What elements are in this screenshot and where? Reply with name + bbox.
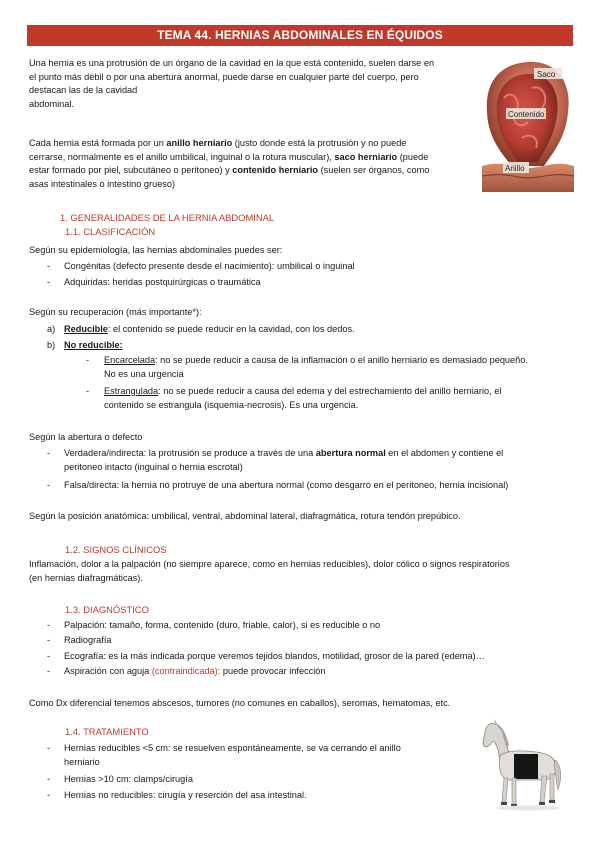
- section-heading: 1. GENERALIDADES DE LA HERNIA ABDOMINAL: [60, 212, 275, 223]
- label-saco: Saco: [537, 70, 556, 79]
- page-title: TEMA 44. HERNIAS ABDOMINALES EN ÉQUIDOS: [27, 25, 573, 46]
- recovery-intro: Según su recuperación (más importante*):: [29, 307, 202, 317]
- epidemiology-intro: Según su epidemiología, las hernias abdominales puedes ser:: [29, 245, 283, 255]
- list-item: - Verdadera/indirecta: la protrusión se produce a través de una abertura normal en el abdomen y contiene el peritoneo intacto (inguinal o hernia escrotal): [47, 448, 504, 472]
- horse-image: [480, 716, 564, 812]
- subsection-heading-tratamiento: 1.4. TRATAMIENTO: [65, 726, 149, 737]
- differential-text: Como Dx diferencial tenemos abscesos, tumores (no comunes en caballos), seromas, hematomas, etc.: [29, 698, 451, 708]
- list-item: - Hernias >10 cm: clamps/cirugía: [47, 774, 193, 784]
- list-item-encarcelada: - Encarcelada: no se puede reducir a causa de la inflamación o el anillo herniario es demasiado pequeño. No es una urgencia: [86, 355, 528, 379]
- parts-paragraph: Cada hernia está formada por un anillo herniario (justo donde está la protrusión y no puede cerrarse, normalmente es el anillo umbilical, inguinal o la rotura muscular), saco herniario (puede estar formado por piel, subcutáneo o peritoneo) y contenido herniario (suelen ser órganos, como asas intestinales o intestino grueso): [29, 138, 430, 189]
- list-item: - Ecografía: es la más indicada porque veremos tejidos blandos, motilidad, grosor de la pared (edema)…: [47, 651, 485, 661]
- position-text: Según la posición anatómica: umbilical, ventral, abdominal lateral, diafragmática, rotura tendón prepúbico.: [29, 511, 461, 521]
- opening-intro: Según la abertura o defecto: [29, 432, 143, 442]
- list-item: - Hernias reducibles <5 cm: se resuelven espontáneamente, se va cerrando el anillo herniario: [47, 743, 401, 767]
- hernia-diagram-image: [482, 58, 574, 192]
- list-item: - Congénitas (defecto presente desde el nacimiento): umbilical o inguinal: [47, 261, 355, 271]
- label-anillo: Anillo: [505, 164, 525, 173]
- list-item: - Hernias no reducibles: cirugía y reserción del asa intestinal.: [47, 790, 307, 800]
- list-item: - Aspiración con aguja (contraindicada): puede provocar infección: [47, 666, 326, 676]
- list-item: - Falsa/directa: la hernia no protruye de una abertura normal (como desgarro en el peritoneo, hernia incisional): [47, 480, 509, 490]
- subsection-heading-clasificacion: 1.1. CLASIFICACIÓN: [65, 226, 156, 237]
- subsection-heading-diagnostico: 1.3. DIAGNÓSTICO: [65, 604, 149, 615]
- list-item: b) No reducible:: [47, 340, 123, 350]
- list-item: - Palpación: tamaño, forma, contenido (duro, friable, calor), si es reducible o no: [47, 620, 381, 630]
- list-item: a) Reducible: el contenido se puede reducir en la cavidad, con los dedos.: [47, 324, 355, 334]
- list-item-estrangulada: - Estrangulada: no se puede reducir a causa del edema y del estrechamiento del anillo herniario, el contenido se estrangula (isquemia-necrosis). Es una urgencia.: [86, 386, 502, 410]
- label-contenido: Contenido: [508, 110, 545, 119]
- list-item: - Radiografía: [47, 635, 112, 645]
- intro-paragraph: Una hernia es una protrusión de un órgano de la cavidad en la que está contenido, suelen darse en el punto más débil o por una abertura anormal, puede darse en cualquier parte del cuerpo, pero destacan las de la cavidad abdominal.: [29, 58, 435, 109]
- subsection-heading-signos: 1.2. SIGNOS CLÍNICOS: [65, 544, 167, 555]
- list-item: - Adquiridas: heridas postquirúrgicas o traumática: [47, 277, 261, 287]
- signs-text: Inflamación, dolor a la palpación (no siempre aparece, como en hernias reducibles), dolor cólico o signos respiratorios (en hernias diafragmáticas).: [29, 559, 510, 583]
